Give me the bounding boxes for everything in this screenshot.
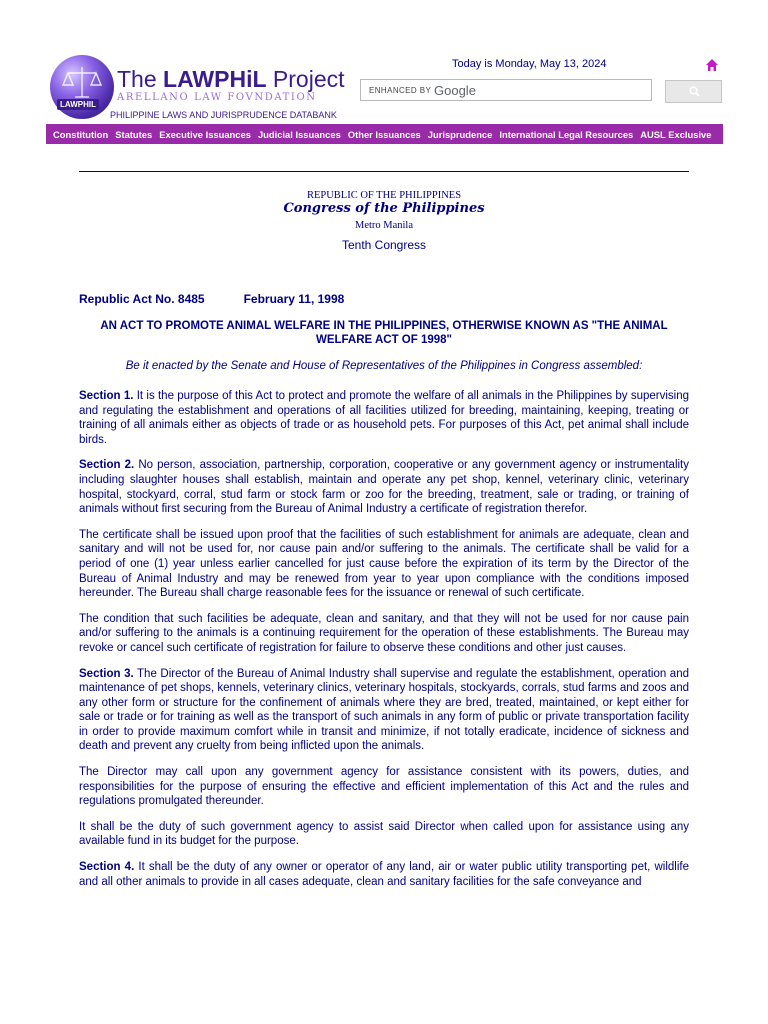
paragraph bbox=[79, 458, 689, 516]
search-input[interactable] bbox=[360, 79, 652, 101]
site-title-prefix: The bbox=[117, 66, 164, 92]
metro-manila-heading: Metro Manila bbox=[354, 220, 414, 231]
paragraph bbox=[79, 860, 689, 889]
nav-item-other-issuances[interactable]: Other Issuances bbox=[347, 128, 421, 140]
paragraph bbox=[79, 389, 689, 447]
section-label: Section 2. bbox=[79, 459, 135, 472]
site-title[interactable] bbox=[117, 66, 345, 92]
paragraph-text: It shall be the duty of any owner or operator of any land, air or water public utility transporting pet, wildlife and all other animals to provide in all cases adequate, clean and sanitary facilities for the safe conveyance and bbox=[79, 861, 689, 888]
site-title-suffix: Project bbox=[266, 66, 345, 92]
main-nav bbox=[46, 124, 723, 144]
paragraph bbox=[79, 528, 689, 601]
paragraph-text: The condition that such facilities be adequate, clean and sanitary, and that they will not be used for nor cause pain and/or suffering to the animals is a continuing requirement for the operation of these establishments. The Bureau may revoke or cancel such certificate of registration for failure to observe these conditions and other just causes. bbox=[79, 612, 689, 654]
databank-label: PHILIPPINE LAWS AND JURISPRUDENCE DATABANK bbox=[110, 110, 337, 120]
header-divider bbox=[79, 171, 689, 172]
nav-item-ausl-exclusive[interactable]: AUSL Exclusive bbox=[640, 128, 712, 140]
scales-of-justice-icon bbox=[60, 63, 104, 103]
act-title: AN ACT TO PROMOTE ANIMAL WELFARE IN THE PHILIPPINES, OTHERWISE KNOWN AS "THE ANIMAL WELFARE ACT OF 1998" bbox=[100, 320, 668, 346]
nav-item-statutes[interactable]: Statutes bbox=[115, 128, 153, 140]
republic-heading: REPUBLIC OF THE PHILIPPINES bbox=[306, 190, 462, 201]
paragraph-text: No person, association, partnership, corporation, cooperative or any government agency or instrumentality including slaughter houses shall establish, maintain and operate any pet shop, kennel, veterinary clinic, veterinary hospital, stockyard, corral, stud farm or stock farm or zoo for the breeding, treatment, sale or trading, or training of animals without first securing from the Bureau of Animal Industry a certificate of registration therefor. bbox=[79, 459, 690, 516]
tenth-congress-heading: Tenth Congress bbox=[341, 238, 427, 252]
search-icon bbox=[689, 86, 700, 97]
current-date: Today is Monday, May 13, 2024 bbox=[452, 58, 607, 70]
nav-item-jurisprudence[interactable]: Jurisprudence bbox=[427, 128, 493, 140]
ra-date: February 11, 1998 bbox=[243, 292, 345, 306]
congress-heading: Congress of the Philippines bbox=[283, 201, 485, 216]
paragraph bbox=[79, 612, 689, 656]
enhanced-by-label: ENHANCED BY bbox=[369, 86, 432, 95]
paragraph-text: The Director may call upon any government agency for assistance consistent with its powers, duties, and responsibilities for the purpose of ensuring the effective and efficient implementation of this Act and the rules and regulations promulgated thereunder. bbox=[79, 766, 689, 808]
section-label: Section 4. bbox=[79, 861, 135, 874]
paragraph bbox=[79, 667, 689, 755]
nav-item-judicial-issuances[interactable]: Judicial Issuances bbox=[257, 128, 341, 140]
ra-number: Republic Act No. 8485 bbox=[79, 292, 205, 306]
paragraph-text: The certificate shall be issued upon proof that the facilities of such establishment for animals are adequate, clean and sanitary and will not be used for, nor cause pain and/or suffering to the animals. The certificate shall be valid for a period of one (1) year unless earlier cancelled for just cause before the expiration of its term by the Director of the Bureau of Animal Industry and may be renewed from year to year upon compliance with the conditions imposed hereunder. The Bureau shall charge reasonable fees for the issuance or renewal of such certificate. bbox=[79, 528, 689, 600]
nav-item-constitution[interactable]: Constitution bbox=[53, 128, 109, 140]
paragraph bbox=[79, 765, 689, 809]
paragraph-text: It shall be the duty of such government agency to assist said Director when called upon for assistance using any available fund in its budget for the purpose. bbox=[79, 820, 689, 848]
paragraph-text: The Director of the Bureau of Animal Industry shall supervise and regulate the establishment, operation and maintenance of pet shops, kennels, veterinary clinics, veterinary hospitals, stockyards, corrals, stud farms and zoos and any other form or structure for the confinement of animals where they are bred, treated, maintained, or kept either for sale or trade or for training as well as the transport of such animals in any form of public or private transportation facility in order to provide maximum comfort while in transit and minimize, if not totally eradicate, incidence of sickness and death and prevent any cruelty from being inflicted upon the animals. bbox=[79, 667, 689, 753]
nav-item-executive-issuances[interactable]: Executive Issuances bbox=[159, 128, 251, 140]
site-title-brand: LAWPHiL bbox=[163, 66, 267, 92]
paragraph bbox=[79, 820, 689, 849]
section-label: Section 3. bbox=[79, 667, 134, 680]
home-icon[interactable] bbox=[704, 57, 720, 73]
paragraph-text: It is the purpose of this Act to protect and promote the welfare of all animals in the Philippines by supervising and regulating the establishment and operations of all facilities utilized for breeding, maintaining, keeping, treating or training of all animals either as objects of trade or as household pets. For purposes of this Act, pet animal shall include birds. bbox=[79, 390, 689, 446]
republic-act-line bbox=[79, 292, 344, 306]
lawphil-logo-label: LAWPHIL bbox=[57, 99, 99, 110]
enacting-clause: Be it enacted by the Senate and House of Representatives of the Philippines in Congress assembled: bbox=[125, 360, 643, 372]
search-button[interactable] bbox=[665, 80, 722, 103]
site-subtitle: ARELLANO LAW FOVNDATION bbox=[117, 92, 317, 103]
google-logo: Google bbox=[434, 83, 476, 98]
act-body bbox=[79, 389, 689, 900]
section-label: Section 1. bbox=[79, 390, 134, 402]
nav-item-international-legal-resources[interactable]: International Legal Resources bbox=[499, 128, 634, 140]
